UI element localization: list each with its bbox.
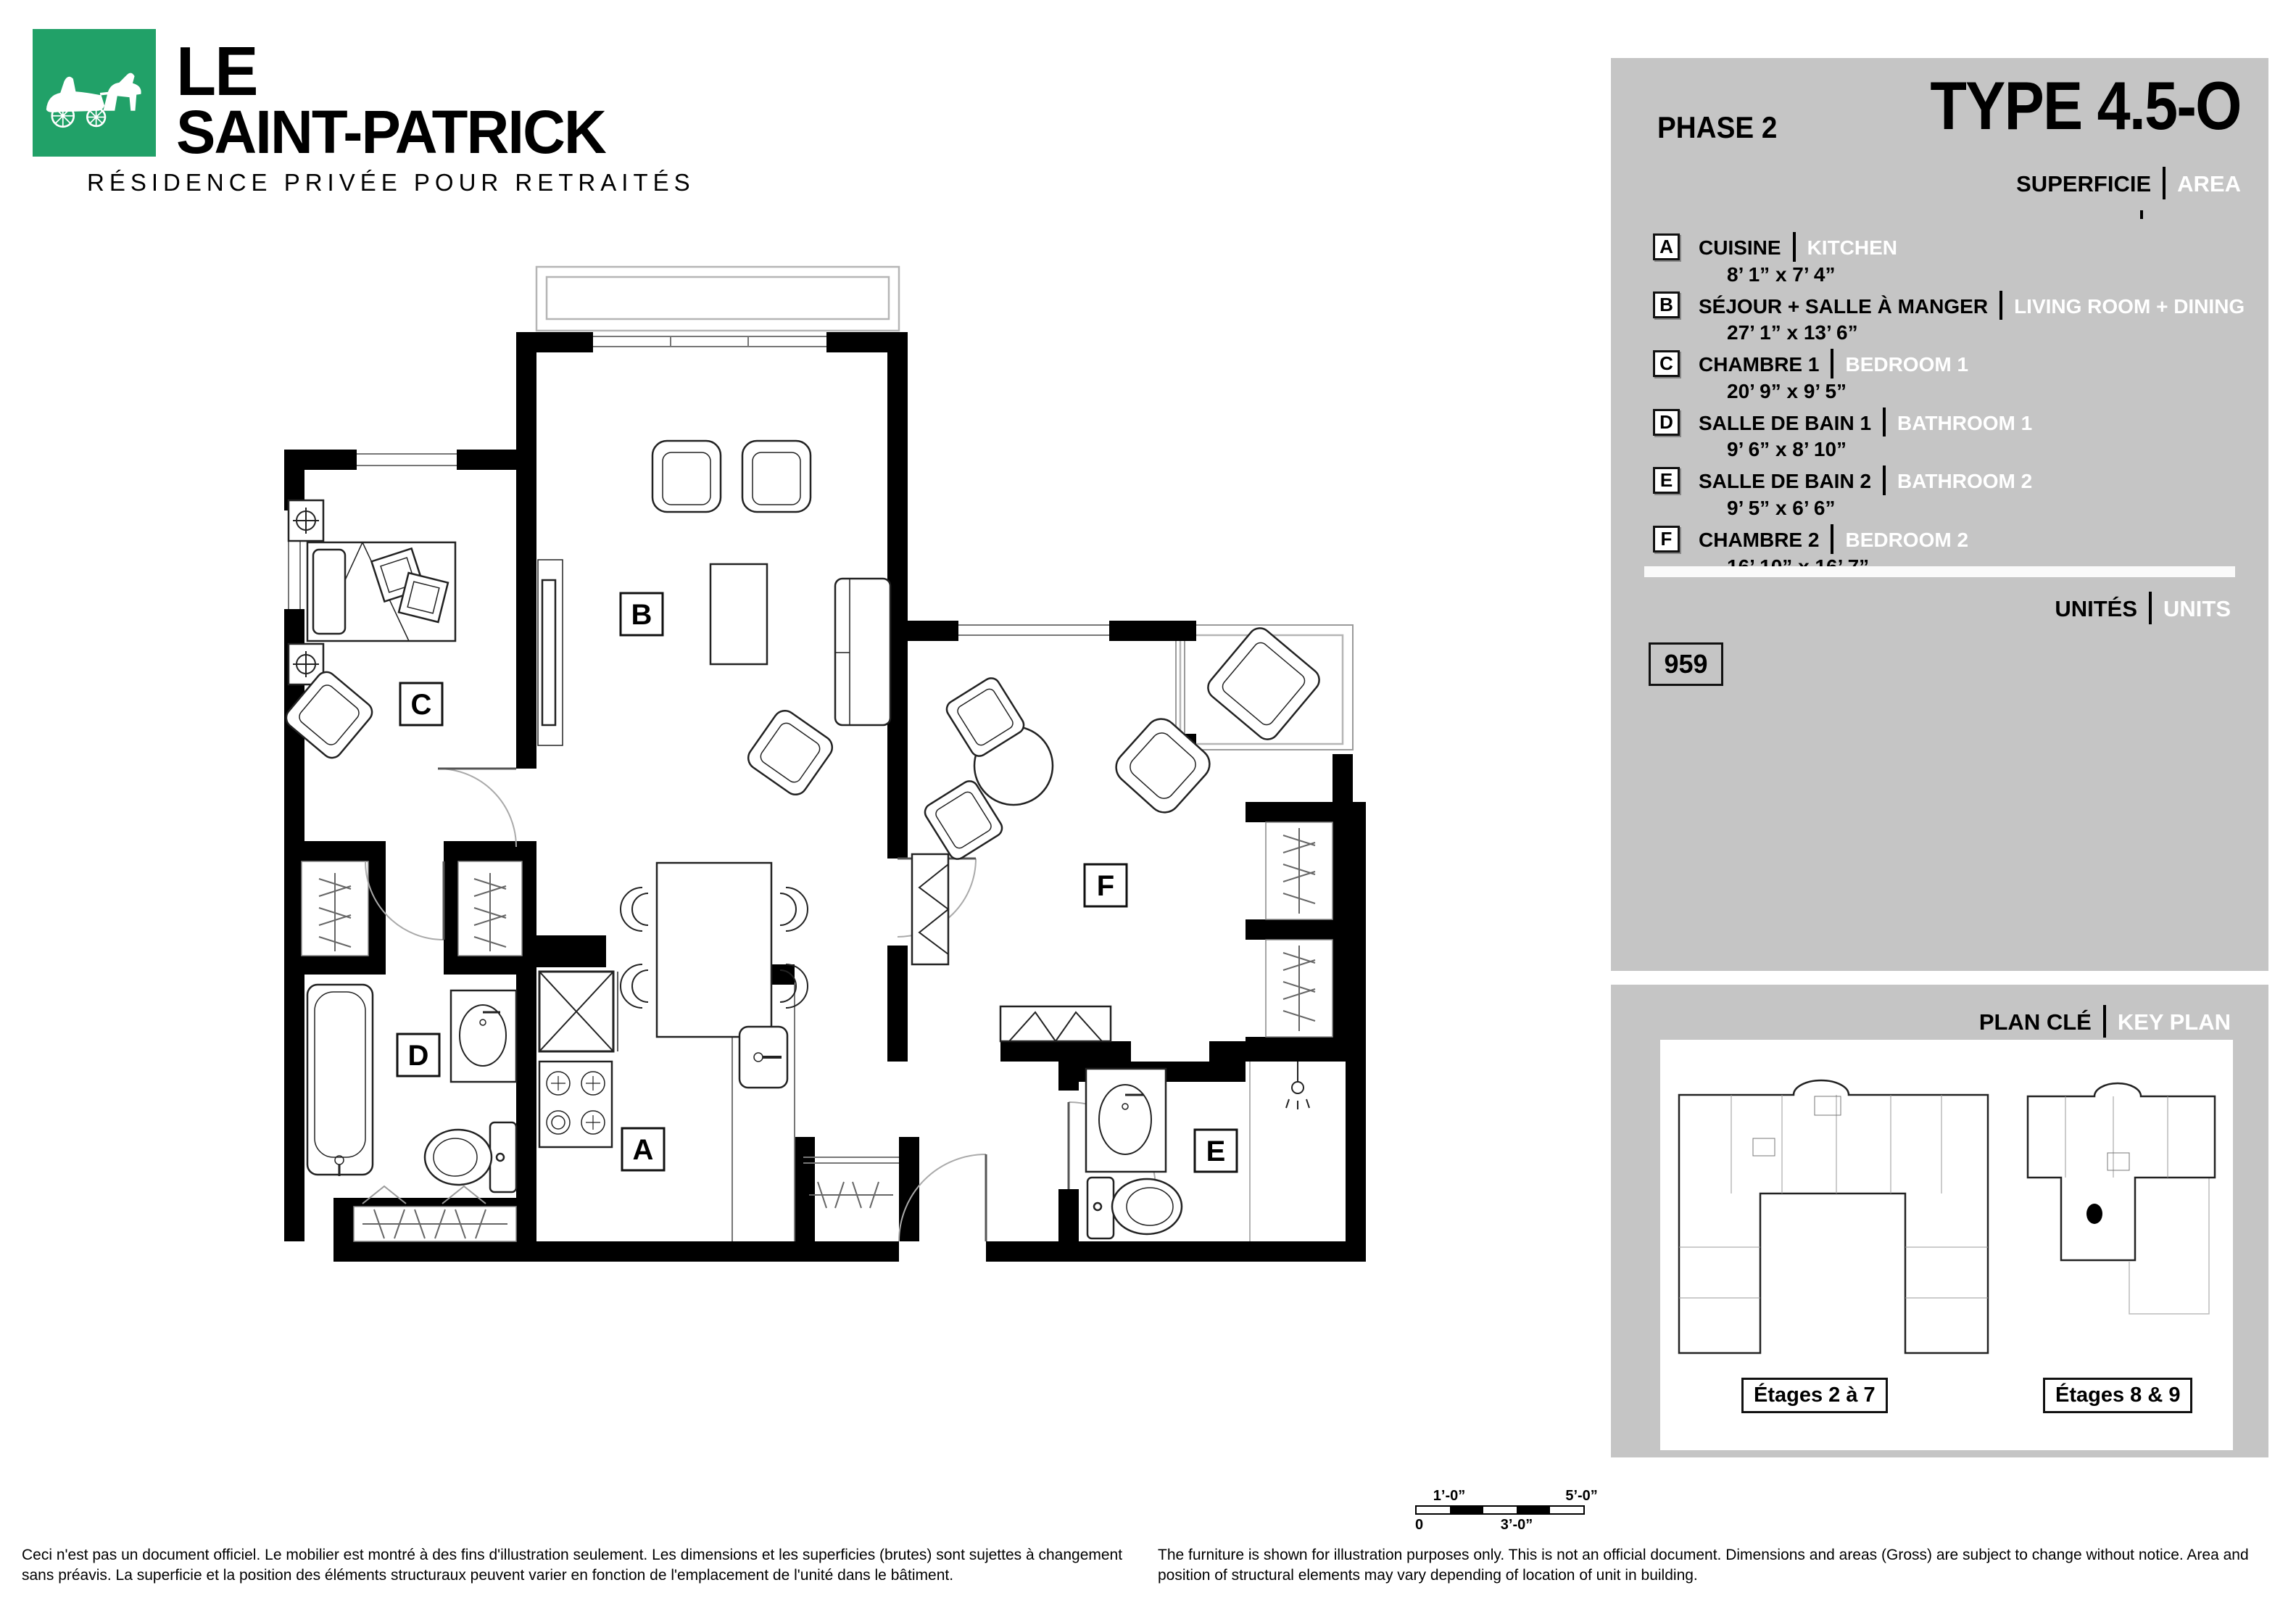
round-table [921, 675, 1053, 862]
armchair-bedroom2 [1110, 713, 1217, 819]
bathroom2-sink [1086, 1069, 1166, 1172]
legend-room-dims: 9’ 5” x 6’ 6” [1727, 496, 1836, 519]
legend-row-b [1653, 291, 2247, 320]
room-label-a [622, 1128, 664, 1170]
dining-table [621, 863, 808, 1037]
lounge-chair-alcove [1203, 624, 1324, 744]
area-label-row [2016, 167, 2241, 199]
scale-bar [1415, 1488, 1598, 1533]
divider-bar [1883, 408, 1886, 437]
scale-segment [1550, 1507, 1583, 1513]
legend-name-fr: SALLE DE BAIN 1 [1699, 411, 1872, 434]
furniture [282, 441, 1324, 1241]
legend-room-name [1699, 349, 1968, 378]
keyplan-heading [1979, 1005, 2231, 1038]
stove [539, 1062, 612, 1147]
room-label-c [400, 683, 442, 725]
legend-room-name [1699, 466, 2032, 495]
legend-panel [1611, 219, 2268, 971]
area-label-en: AREA [2177, 171, 2241, 197]
legend-room-name [1699, 232, 1897, 262]
scale-bar-segments [1415, 1505, 1585, 1515]
divider-bar [1883, 466, 1886, 495]
legend-name-fr: CHAMBRE 2 [1699, 528, 1820, 551]
tv-living [538, 560, 563, 745]
bathtub [307, 985, 373, 1176]
sofa [835, 579, 890, 725]
room-label-d [397, 1034, 439, 1076]
scale-1ft-label: 1’-0” [1433, 1488, 1466, 1504]
toilet-bathroom1 [425, 1122, 516, 1192]
scale-5ft-label: 5’-0” [1565, 1488, 1598, 1504]
walls [284, 332, 1366, 1262]
bed [307, 542, 455, 641]
armchair-living-2 [742, 441, 811, 512]
legend-room-name [1699, 408, 2032, 437]
room-legend [1653, 232, 2247, 583]
scale-segment [1417, 1507, 1450, 1513]
divider-bar [1831, 349, 1833, 378]
room-label-b [621, 593, 663, 635]
unit-type-title: TYPE 4.5-O [1930, 67, 2241, 144]
floors-8-9-label: Étages 8 & 9 [2043, 1378, 2192, 1413]
legend-name-en: BEDROOM 1 [1845, 352, 1969, 376]
svg-text:B: B [631, 599, 652, 631]
toilet-bathroom2 [1087, 1178, 1182, 1238]
horse-carriage-icon [40, 53, 149, 133]
kitchen-sink [739, 1027, 787, 1088]
legend-letter-box: E [1653, 467, 1680, 494]
unit-floorplan-drawing [130, 247, 1406, 1291]
legend-letter-box: C [1653, 350, 1680, 377]
legend-name-en: KITCHEN [1807, 236, 1898, 259]
room-label-f [1085, 864, 1127, 906]
legend-name-en: BEDROOM 2 [1845, 528, 1969, 551]
brand-logo-box [33, 29, 156, 157]
units-heading [2055, 592, 2231, 624]
disclaimer-french: Ceci n'est pas un document officiel. Le mobilier est montré à des fins d'illustration seulement. Les dimensions et les superficies (brutes) sont sujettes à changement sans préavis. La superficie et la position des éléments structuraux peuvent varier en fonction de l'emplacement de l'unité dans le bâtiment. [22, 1547, 1123, 1584]
legend-row-d [1653, 408, 2247, 437]
legend-room-dims: 8’ 1” x 7’ 4” [1727, 262, 1836, 286]
floors-2-7-label: Étages 2 à 7 [1741, 1378, 1888, 1413]
svg-text:E: E [1206, 1135, 1226, 1167]
legend-name-fr: SÉJOUR + SALLE À MANGER [1699, 294, 1989, 318]
phase-label: PHASE 2 [1657, 110, 1778, 144]
divider-bar [2149, 592, 2152, 624]
armchair-living-1 [652, 441, 721, 512]
svg-text:D: D [407, 1040, 429, 1072]
washer-box [539, 972, 618, 1051]
brand-name-le: LE [176, 33, 257, 110]
legend-room-dims: 9’ 6” x 8’ 10” [1727, 438, 1847, 461]
divider-bar [1831, 524, 1833, 554]
coffee-table [710, 564, 767, 664]
keyplan-label-en: KEY PLAN [2117, 1009, 2231, 1035]
disclaimer-english: The furniture is shown for illustration purposes only. This is not an official document. Dimensions and areas (Gross) are subject to change without notice. Area and position of structural elements may vary depending of location of unit in building. [1158, 1547, 2249, 1584]
legend-letter-box: D [1653, 409, 1680, 436]
svg-text:C: C [410, 689, 432, 721]
keyplan-canvas [1660, 1040, 2233, 1450]
brand-tagline: RÉSIDENCE PRIVÉE POUR RETRAITÉS [87, 169, 695, 196]
bench-bedroom2 [1000, 1006, 1111, 1041]
scale-segment [1517, 1507, 1550, 1513]
scale-segment [1450, 1507, 1483, 1513]
scale-3ft-label: 3’-0” [1500, 1517, 1533, 1533]
legend-room-dims: 20’ 9” x 9’ 5” [1727, 379, 1847, 402]
keyplan-building-floors-2-7 [1666, 1066, 2001, 1356]
legend-row-a [1653, 232, 2247, 262]
keyplan-building-floors-8-9 [2019, 1075, 2226, 1336]
svg-text:F: F [1096, 870, 1115, 902]
legend-room-name [1699, 524, 1968, 554]
scale-segment [1483, 1507, 1517, 1513]
units-label-en: UNITS [2163, 596, 2231, 622]
legend-row-c [1653, 349, 2247, 378]
legend-letter-box: A [1653, 233, 1680, 260]
units-label-fr: UNITÉS [2055, 596, 2137, 622]
legend-name-en: BATHROOM 1 [1897, 411, 2033, 434]
legend-row-f [1653, 524, 2247, 554]
legend-letter-box: F [1653, 526, 1680, 553]
brand-name-saint-patrick: SAINT-PATRICK [176, 98, 605, 166]
keyplan-label-fr: PLAN CLÉ [1978, 1009, 2092, 1035]
bathroom1-sink [451, 990, 516, 1082]
white-separator-bar [1644, 566, 2235, 577]
legend-letter-box: B [1653, 291, 1680, 318]
legend-room-name [1699, 291, 2245, 320]
divider-bar [2163, 167, 2166, 199]
svg-text:A: A [632, 1134, 654, 1166]
armchair-living-3 [744, 706, 837, 799]
legend-name-en: BATHROOM 2 [1897, 470, 2033, 493]
legend-name-fr: SALLE DE BAIN 2 [1699, 470, 1872, 493]
legend-name-fr: CUISINE [1699, 236, 1781, 259]
divider-bar [1999, 291, 2002, 320]
legend-name-fr: CHAMBRE 1 [1699, 352, 1820, 376]
tv-cabinet-bedroom2 [912, 854, 948, 964]
room-label-e [1195, 1130, 1237, 1172]
keyplan-panel [1611, 985, 2268, 1457]
legend-name-en: LIVING ROOM + DINING [2014, 294, 2245, 318]
legend-row-e [1653, 466, 2247, 495]
divider-bar [1793, 232, 1796, 262]
unit-number-box: 959 [1649, 642, 1723, 686]
scale-0-label: 0 [1415, 1517, 1424, 1533]
divider-bar [2103, 1005, 2106, 1038]
shower-head-icon [1250, 1062, 1309, 1241]
unit-location-dot [2086, 1204, 2102, 1224]
area-label-fr: SUPERFICIE [2016, 171, 2152, 197]
legend-room-dims: 27’ 1” x 13’ 6” [1727, 321, 1858, 344]
